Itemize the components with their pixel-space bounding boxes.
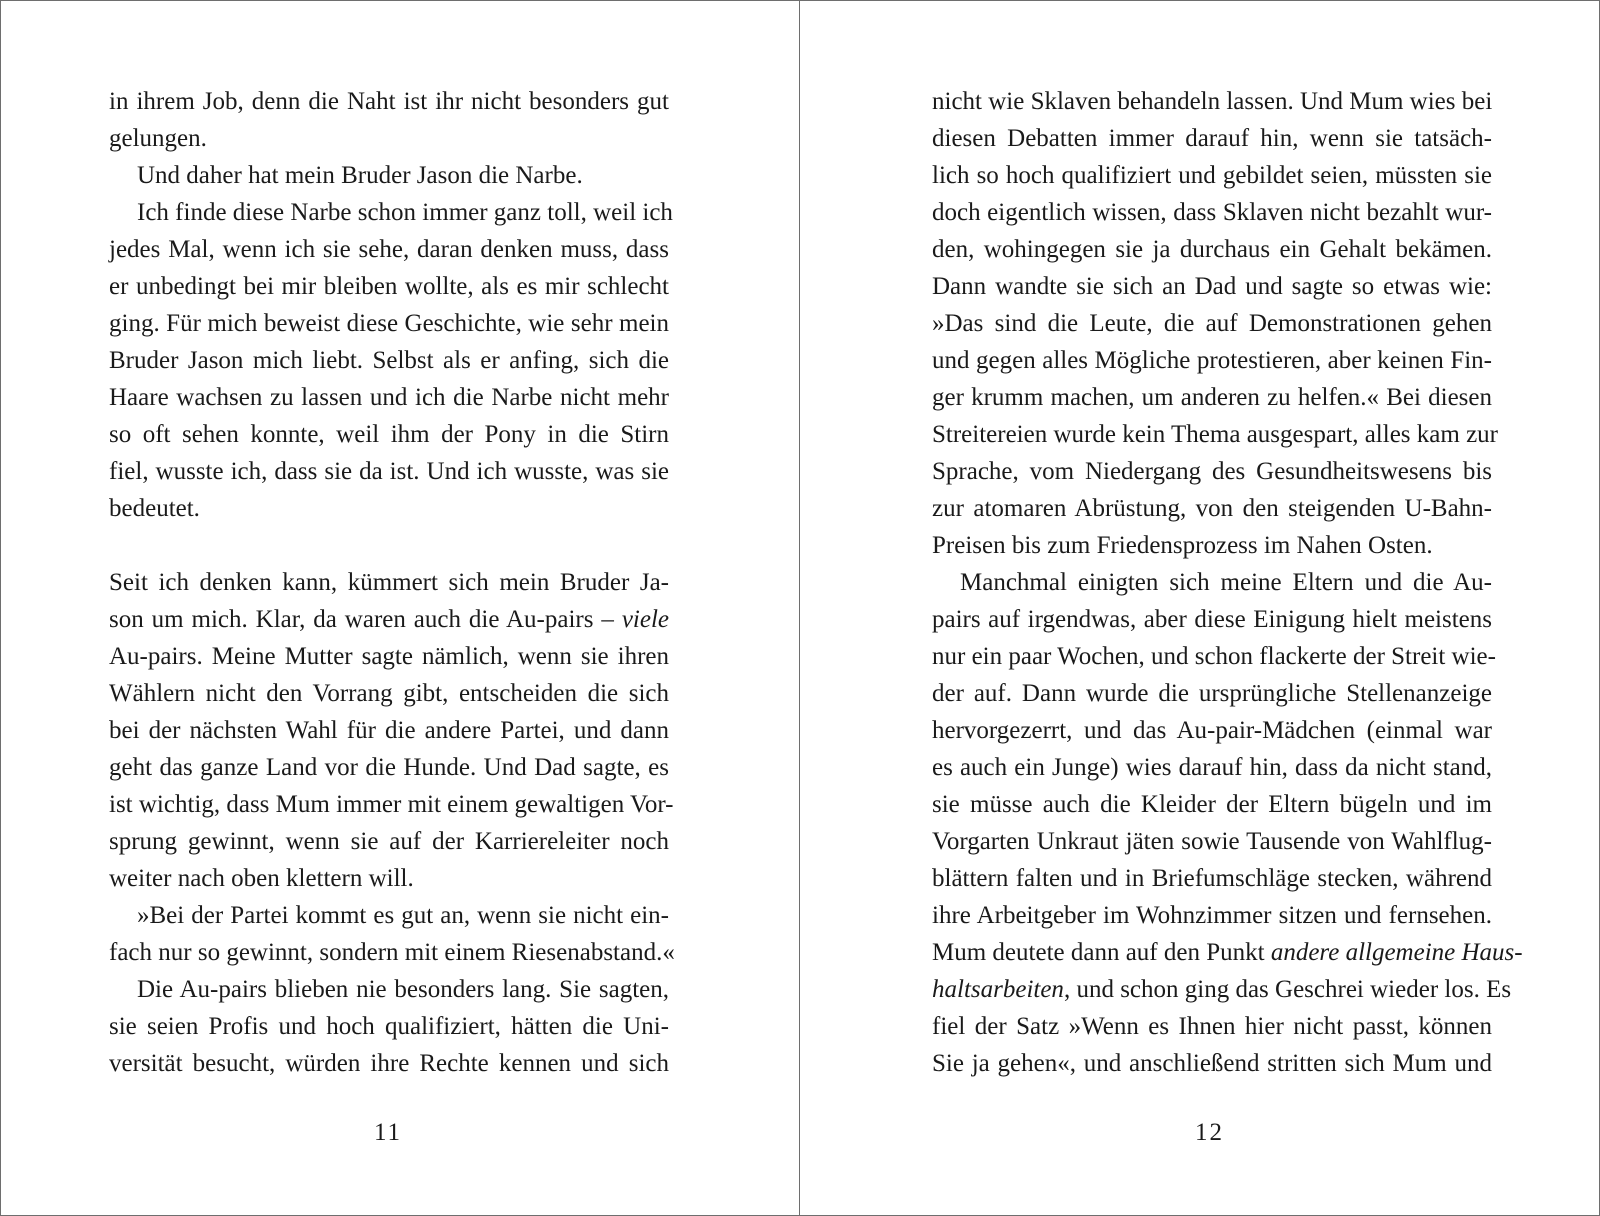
text-line (109, 601, 669, 638)
text-line: fach nur so gewinnt, sondern mit einem Riesenabstand.« (109, 939, 675, 966)
left-page-text (109, 83, 675, 1082)
text-line: der auf. Dann wurde die ursprüngliche Stellenanzeige (932, 680, 1492, 707)
text-line: er unbedingt bei mir bleiben wollte, als es mir schlecht (109, 273, 669, 300)
text-line: gelungen. (109, 125, 207, 152)
text-line: Manchmal einigten sich meine Eltern und die Au- (960, 569, 1492, 596)
text-line: »Das sind die Leute, die auf Demonstrationen gehen (932, 310, 1492, 337)
text-line: ist wichtig, dass Mum immer mit einem gewaltigen Vor- (109, 791, 674, 818)
right-page-text (932, 83, 1523, 1082)
italic-text-run: haltsarbeiten (932, 976, 1064, 1003)
text-line: so oft sehen konnte, weil ihm der Pony in die Stirn (109, 421, 669, 448)
text-line: diesen Debatten immer darauf hin, wenn sie tatsäch- (932, 125, 1492, 152)
text-line: Bruder Jason mich liebt. Selbst als er anfing, sich die (109, 347, 669, 374)
text-line: Ich finde diese Narbe schon immer ganz toll, weil ich (137, 199, 673, 226)
italic-text-run: viele (621, 606, 669, 633)
text-line: bedeutet. (109, 495, 200, 522)
page-number: 11 (373, 1119, 403, 1146)
text-line: versität besucht, würden ihre Rechte kennen und sich (109, 1050, 669, 1077)
text-line: Au-pairs. Meine Mutter sagte nämlich, wenn sie ihren (109, 643, 669, 670)
left-page (1, 1, 800, 1215)
text-line: blättern falten und in Briefumschläge stecken, während (932, 865, 1492, 892)
text-line: Und daher hat mein Bruder Jason die Narbe. (137, 162, 583, 189)
text-line: Haare wachsen zu lassen und ich die Narbe nicht mehr (109, 384, 669, 411)
text-line: Die Au-pairs blieben nie besonders lang. Sie sagten, (137, 976, 669, 1003)
text-line: doch eigentlich wissen, dass Sklaven nicht bezahlt wur- (932, 199, 1492, 226)
text-line: Sie ja gehen«, und anschließend stritten sich Mum und (932, 1050, 1492, 1077)
text-line: Preisen bis zum Friedensprozess im Nahen Osten. (932, 532, 1433, 559)
text-line: ger krumm machen, um anderen zu helfen.« Bei diesen (932, 384, 1492, 411)
text-line: und gegen alles Mögliche protestieren, aber keinen Fin- (932, 347, 1492, 374)
text-line: zur atomaren Abrüstung, von den steigenden U-Bahn- (932, 495, 1492, 522)
text-run: son um mich. Klar, da waren auch die Au-pairs – (109, 606, 622, 633)
text-line: lich so hoch qualifiziert und gebildet seien, müssten sie (932, 162, 1492, 189)
text-line: hervorgezerrt, und das Au-pair-Mädchen (einmal war (932, 717, 1492, 744)
text-line: pairs auf irgendwas, aber diese Einigung hielt meistens (932, 606, 1492, 633)
text-run: Mum deutete dann auf den Punkt (932, 939, 1271, 966)
text-line: den, wohingegen sie ja durchaus ein Gehalt bekämen. (932, 236, 1492, 263)
text-line: weiter nach oben klettern will. (109, 865, 414, 892)
text-line: sprung gewinnt, wenn sie auf der Karriereleiter noch (109, 828, 669, 855)
text-line: ihre Arbeitgeber im Wohnzimmer sitzen und fernsehen. (932, 902, 1492, 929)
italic-text-run: andere allgemeine Haus- (1270, 939, 1523, 966)
text-line: es auch ein Junge) wies darauf hin, dass da nicht stand, (932, 754, 1492, 781)
text-line: ging. Für mich beweist diese Geschichte, wie sehr mein (109, 310, 669, 337)
text-line: Seit ich denken kann, kümmert sich mein Bruder Ja- (109, 569, 669, 596)
text-line: fiel, wusste ich, dass sie da ist. Und ich wusste, was sie (109, 458, 669, 485)
text-line: sie müsse auch die Kleider der Eltern bügeln und im (932, 791, 1492, 818)
text-line: Dann wandte sie sich an Dad und sagte so etwas wie: (932, 273, 1492, 300)
text-line: geht das ganze Land vor die Hunde. Und Dad sagte, es (109, 754, 669, 781)
text-line: nicht wie Sklaven behandeln lassen. Und Mum wies bei (932, 88, 1493, 115)
text-line: Wählern nicht den Vorrang gibt, entscheiden die sich (109, 680, 669, 707)
text-line (932, 971, 1512, 1008)
text-line (932, 934, 1523, 971)
text-run: , und schon ging das Geschrei wieder los. Es (1063, 976, 1512, 1003)
text-line: bei der nächsten Wahl für die andere Partei, und dann (109, 717, 669, 744)
text-line: in ihrem Job, denn die Naht ist ihr nicht besonders gut (109, 88, 669, 115)
text-line: fiel der Satz »Wenn es Ihnen hier nicht passt, können (932, 1013, 1492, 1040)
text-line: Streitereien wurde kein Thema ausgespart, alles kam zur (932, 421, 1498, 448)
text-line: »Bei der Partei kommt es gut an, wenn sie nicht ein- (137, 902, 669, 929)
text-line: Vorgarten Unkraut jäten sowie Tausende von Wahlflug- (932, 828, 1492, 855)
right-page (800, 1, 1599, 1215)
text-line: nur ein paar Wochen, und schon flackerte der Streit wie- (932, 643, 1496, 670)
text-line: sie seien Profis und hoch qualifiziert, hätten die Uni- (109, 1013, 669, 1040)
section-break (109, 527, 669, 564)
text-line: Sprache, vom Niedergang des Gesundheitswesens bis (932, 458, 1492, 485)
page-number: 12 (1195, 1119, 1224, 1146)
text-line: jedes Mal, wenn ich sie sehe, daran denken muss, dass (109, 236, 669, 263)
